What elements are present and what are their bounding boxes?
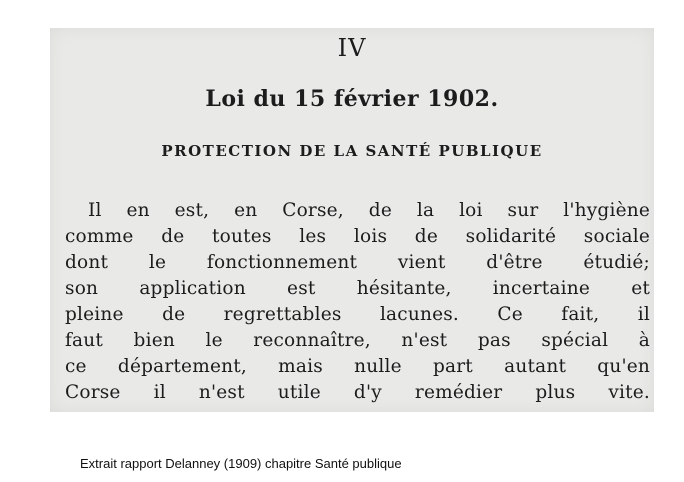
paragraph-line: Corse il n'est utile d'y remédier plus vite. (65, 382, 650, 403)
scanned-text-block (50, 28, 654, 412)
paragraph-line: faut bien le reconnaître, n'est pas spécial à (65, 330, 650, 351)
scanned-page-excerpt (50, 28, 654, 412)
section-heading: PROTECTION DE LA SANTÉ PUBLIQUE (161, 142, 543, 160)
paragraph-line: comme de toutes les lois de solidarité sociale (65, 226, 650, 247)
image-caption: Extrait rapport Delanney (1909) chapitre Santé publique (80, 456, 402, 471)
chapter-number: IV (337, 34, 367, 62)
law-title: Loi du 15 février 1902. (205, 86, 499, 112)
paragraph-line: dont le fonctionnement vient d'être étudié; (65, 252, 650, 273)
paragraph-line: pleine de regrettables lacunes. Ce fait, il (65, 304, 650, 325)
paragraph-line: ce département, mais nulle part autant qu'en (65, 356, 650, 377)
paragraph-line: Il en est, en Corse, de la loi sur l'hygiène (88, 200, 650, 221)
paragraph-line: son application est hésitante, incertaine et (65, 278, 650, 299)
